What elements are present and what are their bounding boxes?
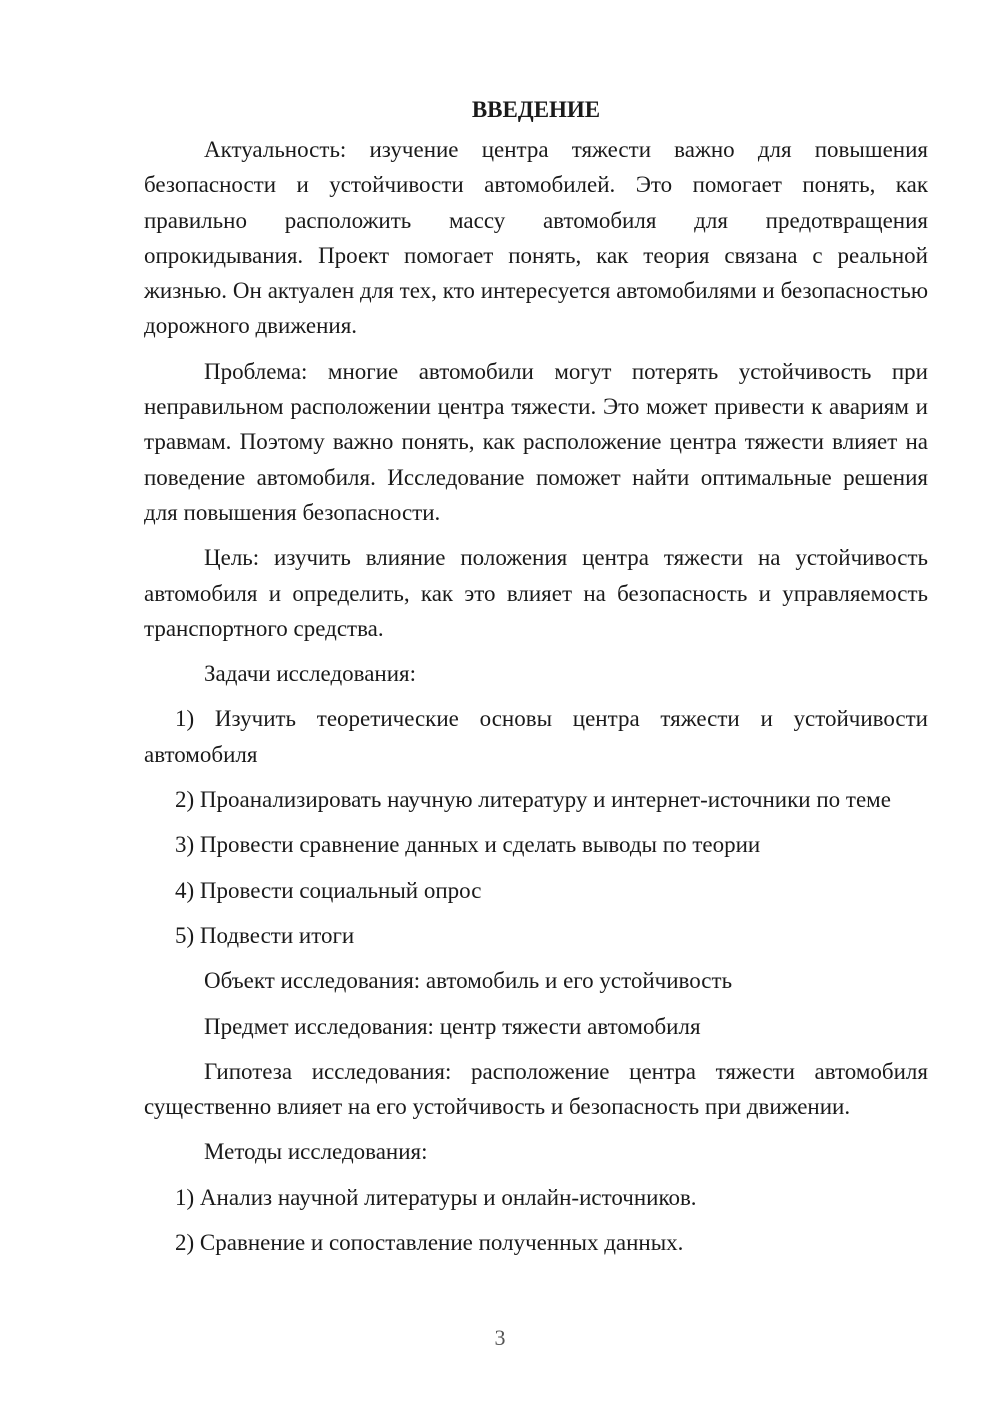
paragraph-relevance: Актуальность: изучение центра тяжести важно для повышения безопасности и устойчивости автомобилей. Это помогает понять, как правильно расположить массу автомобиля для предотвращения опрокидывания. Проект помогает понять, как теория связана с реальной жизнью. Он актуален для тех, кто интересуется автомобилями и безопасностью дорожного движения. (144, 137, 928, 339)
page-number: 3 (494, 1325, 506, 1350)
task-item: 1) Изучить теоретические основы центра тяжести и устойчивости автомобиля (144, 706, 928, 767)
task-item: 4) Провести социальный опрос (175, 877, 482, 903)
document-body (144, 92, 928, 1270)
method-item: 1) Анализ научной литературы и онлайн-источников. (175, 1184, 697, 1210)
task-item: 3) Провести сравнение данных и сделать выводы по теории (175, 832, 761, 858)
task-item: 2) Проанализировать научную литературу и интернет-источники по теме (175, 787, 891, 813)
paragraph-goal: Цель: изучить влияние положения центра тяжести на устойчивость автомобиля и определить, как это влияет на безопасность и управляемость транспортного средства. (144, 545, 928, 641)
tasks-heading: Задачи исследования: (204, 661, 417, 687)
research-object: Объект исследования: автомобиль и его устойчивость (204, 968, 733, 994)
methods-heading: Методы исследования: (204, 1139, 428, 1165)
research-hypothesis: Гипотеза исследования: расположение центра тяжести автомобиля существенно влияет на его устойчивость и безопасность при движении. (144, 1058, 928, 1120)
section-title: ВВЕДЕНИЕ (471, 97, 601, 122)
method-item: 2) Сравнение и сопоставление полученных данных. (175, 1230, 684, 1256)
task-item: 5) Подвести итоги (175, 922, 355, 948)
paragraph-problem: Проблема: многие автомобили могут потерять устойчивость при неправильном расположении центра тяжести. Это может привести к авариям и травмам. Поэтому важно понять, как расположение центра тяжести влияет на поведение автомобиля. Исследование поможет найти оптимальные решения для повышения безопасности. (144, 358, 928, 525)
research-subject: Предмет исследования: центр тяжести автомобиля (204, 1013, 701, 1039)
